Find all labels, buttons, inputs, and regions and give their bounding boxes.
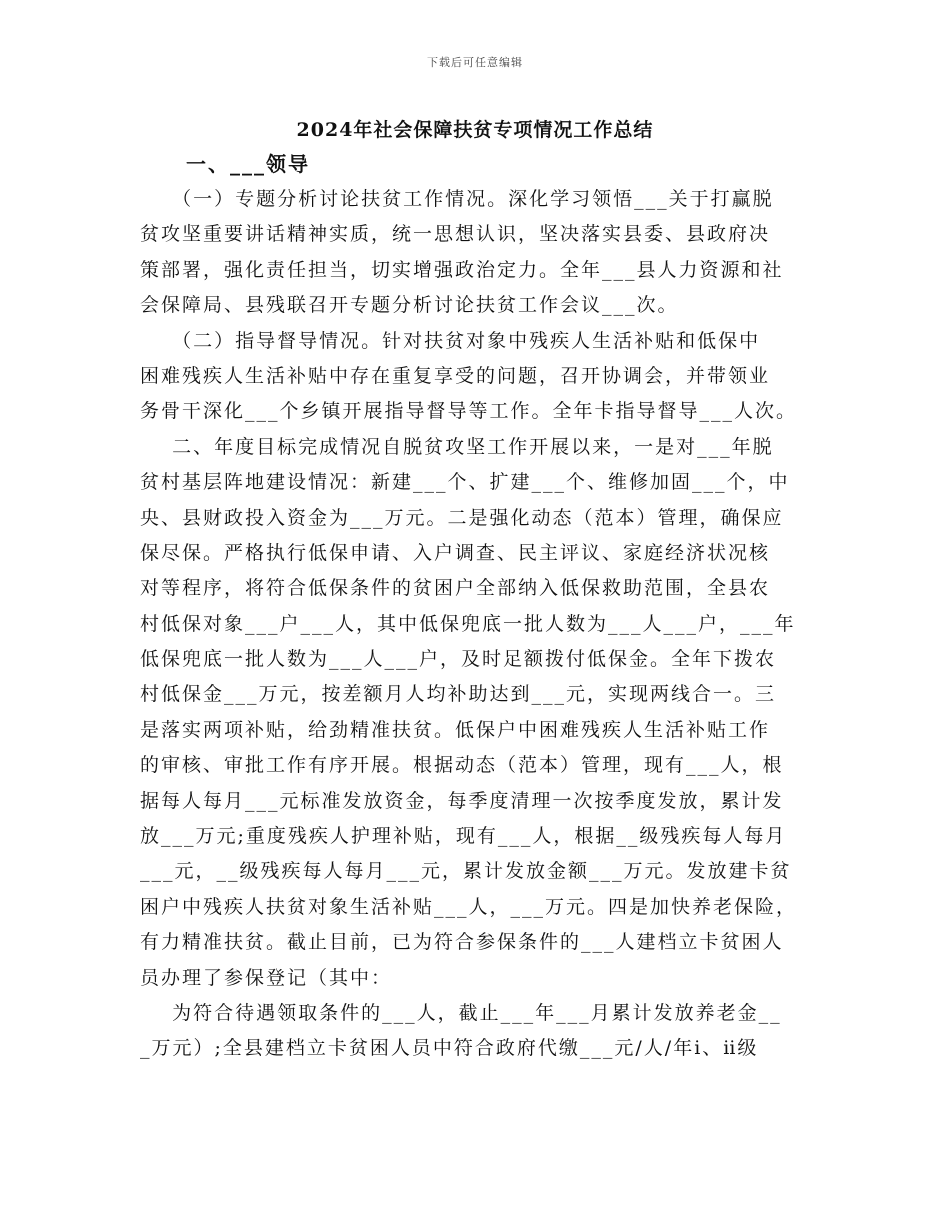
text-line: 会保障局、县残联召开专题分析讨论扶贫工作会议___次。 — [140, 294, 679, 317]
text-line: 保尽保。严格执行低保申请、入户调查、民主评议、家庭经济状况核 — [140, 541, 771, 564]
text-line: 务骨干深化___个乡镇开展指导督导等工作。全年卡指导督导___人次。 — [140, 400, 798, 423]
text-line: 的审核、审批工作有序开展。根据动态（范本）管理，现有___人，根 — [140, 754, 784, 777]
text-line: 是落实两项补贴，给劲精准扶贫。低保户中困难残疾人生活补贴工作 — [140, 718, 771, 741]
document-title: 2024年社会保障扶贫专项情况工作总结 — [296, 119, 654, 141]
text-line: 放___万元;重度残疾人护理补贴，现有___人，根据__级残疾每人每月 — [140, 825, 787, 848]
text-line: （二）指导督导情况。针对扶贫对象中残疾人生活补贴和低保中 — [140, 329, 761, 352]
text-line: 据每人每月___元标准发放资金，每季度清理一次按季度发放，累计发 — [140, 789, 784, 812]
text-line: 为符合待遇领取条件的___人，截止___年___月累计发放养老金__ — [140, 1001, 782, 1024]
text-line: 策部署，强化责任担当，切实增强政治定力。全年___县人力资源和社 — [140, 258, 784, 281]
text-line: 贫村基层阵地建设情况：新建___个、扩建___个、维修加固___个，中 — [140, 471, 790, 494]
text-line: 员办理了参保登记（其中： — [140, 966, 393, 989]
text-line: 央、县财政投入资金为___万元。二是强化动态（范本）管理，确保应 — [140, 506, 784, 529]
text-line: 贫攻坚重要讲话精神实质，统一思想认识，坚决落实县委、县政府决 — [140, 223, 771, 246]
text-line: 二、年度目标完成情况自脱贫攻坚工作开展以来，一是对___年脱 — [140, 435, 774, 458]
text-line: 村低保对象___户___人，其中低保兜底一批人数为___人___户，___年 — [140, 612, 796, 635]
document-body — [140, 182, 808, 1067]
text-line: 低保兜底一批人数为___人___户，及时足额拨付低保金。全年下拨农 — [140, 648, 777, 671]
text-line: 有力精准扶贫。截止目前，已为符合参保条件的___人建档立卡贫困人 — [140, 931, 784, 954]
section-heading: 一、___领导 — [186, 152, 310, 176]
text-line: 困户中残疾人扶贫对象生活补贴___人，___万元。四是加快养老保险， — [140, 895, 798, 918]
text-line: 困难残疾人生活补贴中存在重复享受的问题，召开协调会，并带领业 — [140, 364, 771, 387]
text-line: （一）专题分析讨论扶贫工作情况。深化学习领悟___关于打赢脱 — [140, 188, 774, 210]
text-line: _万元）;全县建档立卡贫困人员中符合政府代缴___元/人/年ⅰ、ⅱ级 — [140, 1037, 759, 1060]
text-line: 村低保金___万元，按差额月人均补助达到___元，实现两线合一。三 — [140, 683, 777, 706]
text-line: ___元，__级残疾每人每月___元，累计发放金额___万元。发放建卡贫 — [140, 860, 792, 883]
text-line: 对等程序，将符合低保条件的贫困户全部纳入低保救助范围，全县农 — [140, 577, 771, 600]
page-header: 下载后可任意编辑 — [427, 56, 523, 69]
